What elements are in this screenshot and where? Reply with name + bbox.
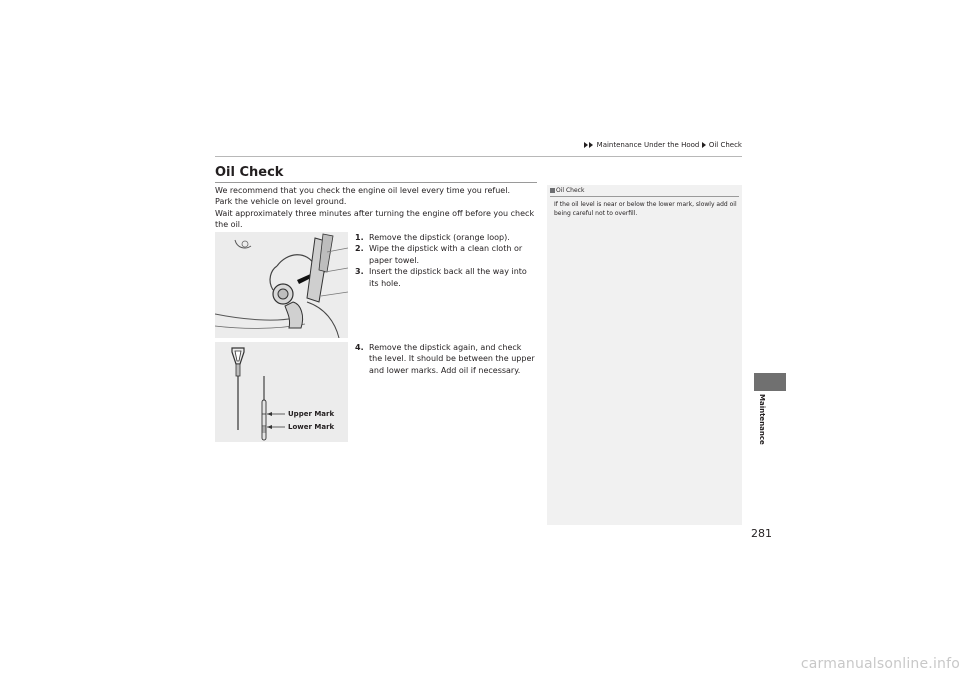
step-number: 1.	[355, 233, 364, 242]
breadcrumb-arrow-icon	[702, 142, 706, 148]
sidebar-note-text: If the oil level is near or below the lower mark, slowly add oil being careful not to overfill.	[554, 201, 737, 218]
dipstick-marks-illustration	[215, 342, 348, 442]
sidebar-note-panel	[547, 185, 742, 525]
steps-list	[355, 342, 537, 376]
step-number: 4.	[355, 343, 364, 352]
chapter-tab	[754, 373, 786, 391]
breadcrumb-arrow-icon	[589, 142, 593, 148]
intro-text	[215, 185, 537, 231]
watermark: carmanualsonline.info	[800, 656, 960, 672]
step-text: Insert the dipstick back all the way into its hole.	[369, 267, 527, 288]
page-number: 281	[751, 527, 772, 540]
intro-line: Park the vehicle on level ground.	[215, 197, 347, 207]
intro-line: We recommend that you check the engine oil level every time you refuel.	[215, 186, 510, 195]
lower-mark-label: Lower Mark	[288, 423, 335, 431]
breadcrumb	[560, 138, 742, 152]
breadcrumb-section: Maintenance Under the Hood	[596, 141, 700, 149]
chapter-tab-label: Maintenance	[758, 394, 766, 445]
breadcrumb-page: Oil Check	[708, 141, 742, 149]
intro-line: Wait approximately three minutes after turning the engine off before you check the oil.	[215, 208, 535, 230]
sidebar-divider	[550, 196, 739, 197]
step-item	[355, 232, 537, 243]
title-divider	[215, 182, 537, 183]
step-text: Wipe the dipstick with a clean cloth or paper towel.	[369, 244, 523, 265]
step-item	[355, 342, 537, 376]
sidebar-heading-text: Oil Check	[556, 187, 585, 194]
step-text: Remove the dipstick (orange loop).	[369, 233, 510, 242]
step-item	[355, 243, 537, 266]
engine-dipstick-illustration	[215, 232, 348, 338]
page-title: Oil Check	[215, 165, 284, 180]
step-number: 3.	[355, 267, 364, 277]
step-text: Remove the dipstick again, and check the level. It should be between the upper and lower marks. Add oil if necessary.	[369, 343, 535, 375]
breadcrumb-arrow-icon	[584, 142, 588, 148]
step-number: 2.	[355, 244, 364, 254]
upper-mark-label: Upper Mark	[288, 410, 335, 418]
header-divider	[215, 156, 742, 157]
reference-icon	[550, 188, 555, 193]
sidebar-heading	[550, 186, 739, 195]
steps-list	[355, 232, 537, 289]
step-item	[355, 266, 537, 289]
